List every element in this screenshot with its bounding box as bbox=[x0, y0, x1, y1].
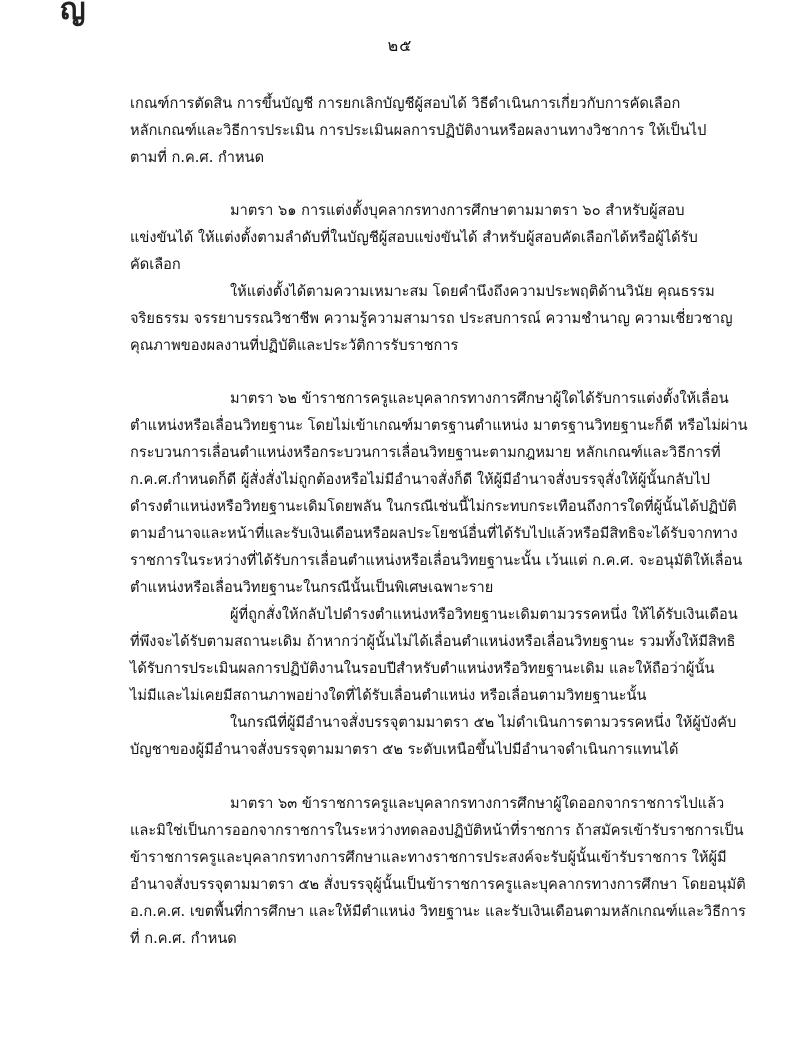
text-line: ผู้ที่ถูกสั่งให้กลับไปดำรงตำแหน่งหรือวิทยฐานะเดิมตามวรรคหนึ่ง ให้ได้รับเงินเดือน bbox=[230, 606, 738, 623]
text-line: ข้าราชการครูและบุคลากรทางการศึกษาและทางราชการประสงค์จะรับผู้นั้นเข้ารับราชการ ให้ผู้มี bbox=[130, 849, 727, 866]
section-61-heading: มาตรา ๖๑ การแต่งตั้งบุคลากรทางการศึกษาตามมาตรา ๖๐ สำหรับผู้สอบ bbox=[230, 202, 685, 219]
text-line: แข่งขันได้ ให้แต่งตั้งตามลำดับที่ในบัญชีผู้สอบแข่งขันได้ สำหรับผู้สอบคัดเลือกได้หรือผู้ได้รับ bbox=[130, 229, 698, 246]
text-line: บัญชาของผู้มีอำนาจสั่งบรรจุตามมาตรา ๕๒ ระดับเหนือขึ้นไปมีอำนาจดำเนินการแทนได้ bbox=[130, 741, 679, 758]
section-63-heading: มาตรา ๖๓ ข้าราชการครูและบุคลากรทางการศึกษาผู้ใดออกจากราชการไปแล้ว bbox=[230, 795, 725, 812]
text-line: ตำแหน่งหรือเลื่อนวิทยฐานะ โดยไม่เข้าเกณฑ์มาตรฐานตำแหน่ง มาตรฐานวิทยฐานะก็ดี หรือไม่ผ่าน bbox=[130, 417, 748, 434]
text-line: กระบวนการเลื่อนตำแหน่งหรือกระบวนการเลื่อนวิทยฐานะตามกฎหมาย หลักเกณฑ์และวิธีการที่ bbox=[130, 444, 721, 461]
text-line: คัดเลือก bbox=[130, 256, 181, 273]
text-line: ราชการในระหว่างที่ได้รับการเลื่อนตำแหน่งหรือเลื่อนวิทยฐานะนั้น เว้นแต่ ก.ค.ศ. จะอนุมัติให้เลื่อน bbox=[130, 552, 743, 569]
text-line: ตามที่ ก.ค.ศ. กำหนด bbox=[130, 149, 265, 166]
text-line: ดำรงตำแหน่งหรือวิทยฐานะเดิมโดยพลัน ในกรณีเช่นนี้ไม่กระทบกระเทือนถึงการใดที่ผู้นั้นได้ปฏิบัติ bbox=[130, 498, 737, 515]
text-line: อำนาจสั่งบรรจุตามมาตรา ๕๒ สั่งบรรจุผู้นั้นเป็นข้าราชการครูและบุคลากรทางการศึกษา โดยอนุมัติ bbox=[130, 876, 746, 893]
section-62-heading: มาตรา ๖๒ ข้าราชการครูและบุคลากรทางการศึกษาผู้ใดได้รับการแต่งตั้งให้เลื่อน bbox=[230, 390, 729, 407]
text-line: ได้รับการประเมินผลการปฏิบัติงานในรอบปีสำหรับตำแหน่งหรือวิทยฐานะเดิม และให้ถือว่าผู้นั้น bbox=[130, 660, 715, 677]
text-line: ในกรณีที่ผู้มีอำนาจสั่งบรรจุตามมาตรา ๕๒ ไม่ดำเนินการตามวรรคหนึ่ง ให้ผู้บังคับ bbox=[230, 714, 737, 731]
text-line: เกณฑ์การตัดสิน การขึ้นบัญชี การยกเลิกบัญชีผู้สอบได้ วิธีดำเนินการเกี่ยวกับการคัดเลือก bbox=[130, 95, 681, 112]
text-line: ที่ ก.ค.ศ. กำหนด bbox=[130, 930, 237, 947]
text-line: อ.ก.ค.ศ. เขตพื้นที่การศึกษา และให้มีตำแหน่ง วิทยฐานะ และรับเงินเดือนตามหลักเกณฑ์และวิธีการ bbox=[130, 903, 746, 920]
corner-mark: ญ bbox=[60, 0, 86, 27]
text-line: และมิใช่เป็นการออกจากราชการในระหว่างทดลองปฏิบัติหน้าที่ราชการ ถ้าสมัครเข้ารับราชการเป็น bbox=[130, 822, 744, 839]
text-line: หลักเกณฑ์และวิธีการประเมิน การประเมินผลการปฏิบัติงานหรือผลงานทางวิชาการ ให้เป็นไป bbox=[130, 122, 707, 139]
text-line: ไม่มีและไม่เคยมีสถานภาพอย่างใดที่ได้รับเลื่อนตำแหน่ง หรือเลื่อนตามวิทยฐานะนั้น bbox=[130, 687, 647, 704]
text-line: จริยธรรม จรรยาบรรณวิชาชีพ ความรู้ความสามารถ ประสบการณ์ ความชำนาญ ความเชี่ยวชาญ bbox=[130, 310, 733, 327]
page-number: ๒๕ bbox=[387, 36, 413, 55]
text-line: ตามอำนาจและหน้าที่และรับเงินเดือนหรือผลประโยชน์อื่นที่ได้รับไปแล้วหรือมีสิทธิจะได้รับจากทาง bbox=[130, 525, 738, 542]
text-line: ให้แต่งตั้งได้ตามความเหมาะสม โดยคำนึงถึงความประพฤติด้านวินัย คุณธรรม bbox=[230, 283, 715, 300]
text-line: ก.ค.ศ.กำหนดก็ดี ผู้สั่งสั่งไม่ถูกต้องหรือไม่มีอำนาจสั่งก็ดี ให้ผู้มีอำนาจสั่งบรรจุสั่งให้ผู้นั้นกลับไป bbox=[130, 471, 710, 488]
text-line: ตำแหน่งหรือเลื่อนวิทยฐานะในกรณีนั้นเป็นพิเศษเฉพาะราย bbox=[130, 579, 494, 596]
text-line: คุณภาพของผลงานที่ปฏิบัติและประวัติการรับราชการ bbox=[130, 337, 459, 354]
text-line: ที่พึงจะได้รับตามสถานะเดิม ถ้าหากว่าผู้นั้นไม่ได้เลื่อนตำแหน่งหรือเลื่อนวิทยฐานะ รวมทั้งให้มีสิทธิ bbox=[130, 633, 736, 650]
